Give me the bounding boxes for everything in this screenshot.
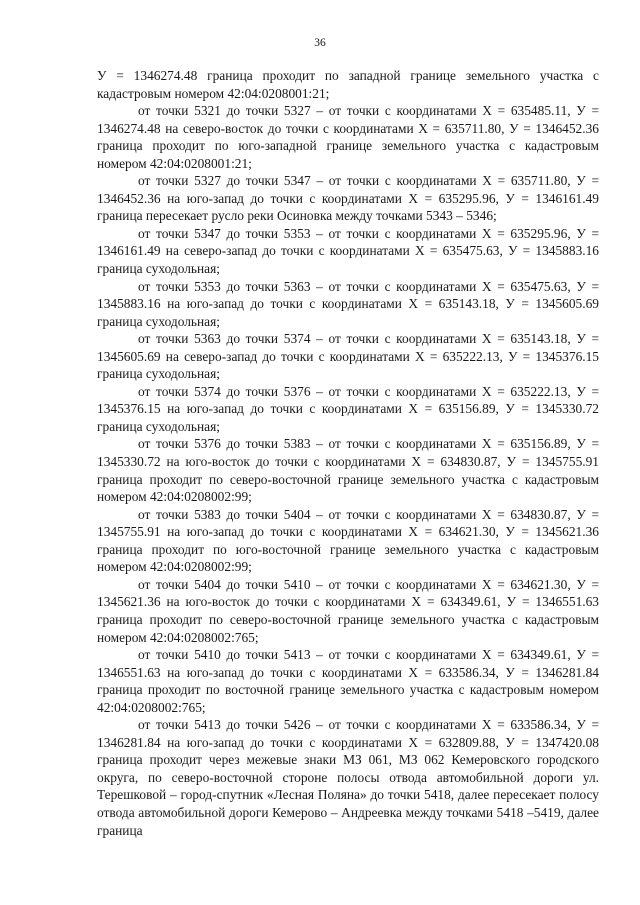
paragraph-5347-5353: от точки 5347 до точки 5353 – от точки с координатами Х = 635295.96, У = 1346161.49 на северо-запад до точки с координатами Х = 635475.63, У = 1345883.16 граница суходольная;	[97, 225, 599, 277]
paragraph-5327-5347: от точки 5327 до точки 5347 – от точки с координатами Х = 635711.80, У = 1346452.36 на юго-запад до точки с координатами Х = 635295.96, У = 1346161.49 граница пересекает русло реки Осиновка между точками 5343 – 5346;	[97, 173, 599, 224]
document-body	[97, 67, 599, 839]
paragraph-5321-5327: от точки 5321 до точки 5327 – от точки с координатами Х = 635485.11, У = 1346274.48 на северо-восток до точки с координатами Х = 635711.80, У = 1346452.36 граница проходит по юго-западной границе земельного участка с кадастровым номером 42:04:0208001:21;	[97, 103, 599, 171]
page-number: 36	[314, 37, 326, 49]
paragraph-5413-5426: от точки 5413 до точки 5426 – от точки с координатами Х = 633586.34, У = 1346281.84 на юго-запад до точки с координатами Х = 632809.88, У = 1347420.08 граница проходит через межевые знаки МЗ 061, МЗ 062 Кемеровского городского округа, по северо-восточной стороне полосы отвода автомобильной дороги ул. Терешковой – город-спутник «Лесная Поляна» до точки 5418, далее пересекает полосу отвода автомобильной дороги Кемерово – Андреевка между точками 5418 –5419, далее граница	[97, 717, 599, 838]
paragraph-5383-5404: от точки 5383 до точки 5404 – от точки с координатами Х = 634830.87, У = 1345755.91 на юго-запад до точки с координатами Х = 634621.30, У = 1345621.36 граница проходит по юго-восточной границе земельного участка с кадастровым номером 42:04:0208002:99;	[97, 506, 599, 575]
paragraph-5376-5383: от точки 5376 до точки 5383 – от точки с координатами Х = 635156.89, У = 1345330.72 на юго-восток до точки с координатами Х = 634830.87, У = 1345755.91 граница проходит по северо-восточной границе земельного участка с кадастровым номером 42:04:0208002:99;	[97, 436, 599, 505]
paragraph-5404-5410: от точки 5404 до точки 5410 – от точки с координатами Х = 634621.30, У = 1345621.36 на юго-восток до точки с координатами Х = 634349.61, У = 1346551.63 граница проходит по северо-восточной границе земельного участка с кадастровым номером 42:04:0208002:765;	[97, 576, 599, 645]
paragraph-5363-5374: от точки 5363 до точки 5374 – от точки с координатами Х = 635143.18, У = 1345605.69 на северо-запад до точки с координатами Х = 635222.13, У = 1345376.15 граница суходольная;	[97, 331, 599, 382]
paragraph-5353-5363: от точки 5353 до точки 5363 – от точки с координатами Х = 635475.63, У = 1345883.16 на юго-запад до точки с координатами Х = 635143.18, У = 1345605.69 граница суходольная;	[97, 278, 599, 329]
paragraph-5374-5376: от точки 5374 до точки 5376 – от точки с координатами Х = 635222.13, У = 1345376.15 на юго-запад до точки с координатами Х = 635156.89, У = 1345330.72 граница суходольная;	[97, 383, 599, 434]
paragraph-5410-5413: от точки 5410 до точки 5413 – от точки с координатами Х = 634349.61, У = 1346551.63 на юго-запад до точки с координатами Х = 633586.34, У = 1346281.84 граница проходит по восточной границе земельного участка с кадастровым номером 42:04:0208002:765;	[97, 647, 599, 715]
paragraph-continuation: У = 1346274.48 граница проходит по западной границе земельного участка с кадастровым номером 42:04:0208001:21;	[97, 68, 599, 101]
